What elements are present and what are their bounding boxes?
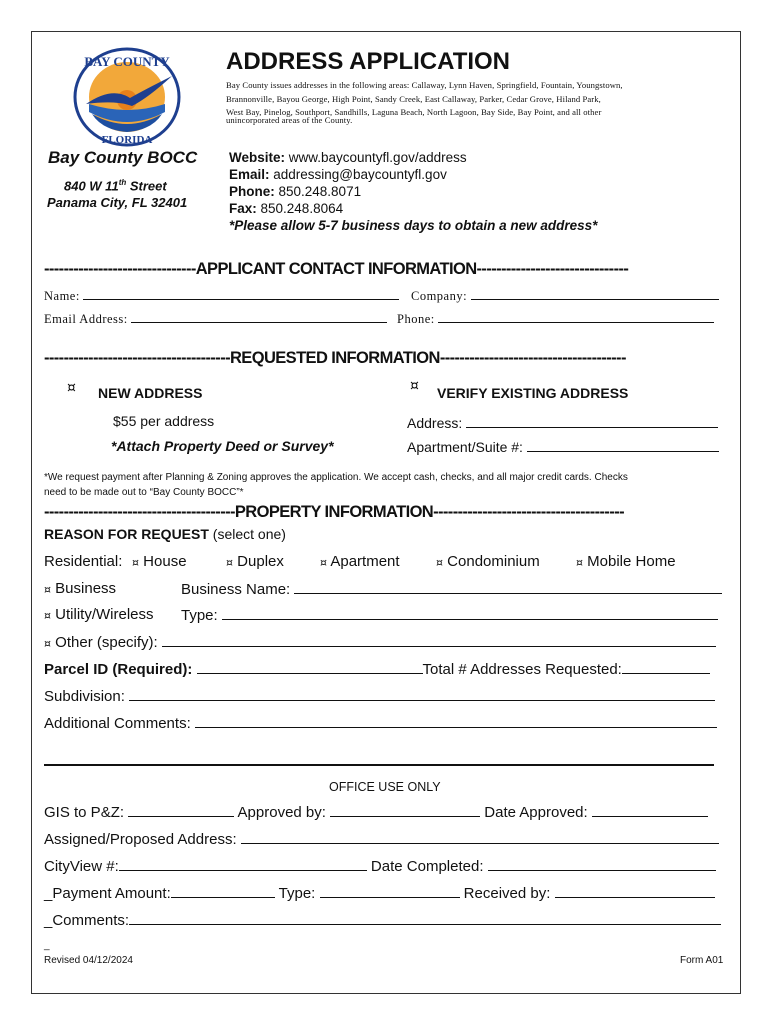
approved-by-field[interactable]	[330, 803, 480, 817]
new-address-price: $55 per address	[113, 413, 215, 429]
gis-to-pz-field[interactable]	[128, 803, 234, 817]
fax-number: 850.248.8064	[256, 201, 344, 216]
duplex-option[interactable]	[226, 553, 284, 570]
utility-option[interactable]	[44, 606, 154, 623]
street-suffix: th	[118, 178, 127, 187]
intro-line-3: West Bay, Pinelog, Southport, Sandhills, Laguna Beach, North Lagoon, Bay Side, Bay Point, and all other	[226, 107, 602, 117]
assigned-address-row	[44, 830, 719, 848]
office-name: Bay County BOCC	[48, 148, 198, 167]
additional-comments-line-2[interactable]	[44, 764, 714, 766]
email-line	[229, 167, 447, 182]
name-label: Name:	[44, 289, 84, 303]
other-field[interactable]	[162, 633, 716, 647]
other-option	[44, 633, 716, 651]
bay-county-seal-logo	[72, 46, 182, 148]
name-field[interactable]	[83, 286, 399, 300]
payment-note-line-2: need to be made out to “Bay County BOCC”*	[44, 487, 244, 498]
company-label: Company:	[411, 289, 471, 303]
applicant-company-row	[411, 286, 719, 304]
office-use-heading: OFFICE USE ONLY	[329, 780, 441, 794]
footer-underscore: _	[44, 940, 50, 951]
utility-label: Utility/Wireless	[55, 606, 154, 623]
house-label: House	[143, 553, 187, 570]
cityview-field[interactable]	[119, 857, 367, 871]
logo-text-bottom: FLORIDA	[101, 134, 153, 146]
verify-address-checkbox[interactable]: ¤	[410, 378, 419, 394]
mobile-home-label: Mobile Home	[587, 553, 676, 570]
approved-by-label: Approved by:	[234, 804, 331, 821]
website-line	[229, 150, 467, 165]
parcel-id-field[interactable]	[197, 660, 423, 674]
business-option[interactable]	[44, 580, 116, 597]
house-option[interactable]	[132, 553, 187, 570]
residential-label: Residential:	[44, 553, 123, 570]
date-approved-field[interactable]	[592, 803, 708, 817]
new-address-checkbox[interactable]: ¤	[67, 380, 76, 396]
applicant-email-row	[44, 309, 387, 327]
cityview-row	[44, 857, 716, 875]
email-label: Email:	[229, 167, 270, 182]
email-address-label: Email Address:	[44, 312, 132, 326]
additional-comments-field[interactable]	[195, 714, 717, 728]
parcel-id-label: Parcel ID (Required):	[44, 661, 197, 678]
apartment-label: Apartment	[330, 553, 400, 570]
gis-to-pz-label: GIS to P&Z:	[44, 804, 129, 821]
condominium-option[interactable]	[436, 553, 540, 570]
office-comments-label: _Comments:	[44, 912, 130, 929]
phone-field-label: Phone:	[397, 312, 439, 326]
utility-type-field[interactable]	[222, 606, 718, 620]
website-label: Website:	[229, 150, 286, 165]
payment-type-label: Type:	[274, 885, 320, 902]
payment-note-line-1: *We request payment after Planning & Zoning approves the application. We accept cash, checks, and all major credit cards. Checks	[44, 472, 628, 483]
duplex-checkbox[interactable]: ¤	[226, 556, 233, 569]
business-checkbox[interactable]: ¤	[44, 583, 51, 596]
apartment-suite-label: Apartment/Suite #:	[407, 439, 527, 455]
total-addresses-label: Total # Addresses Requested:	[422, 661, 622, 678]
office-street	[64, 178, 167, 193]
house-checkbox[interactable]: ¤	[132, 556, 139, 569]
mobile-home-checkbox[interactable]: ¤	[576, 556, 583, 569]
condominium-label: Condominium	[447, 553, 540, 570]
additional-comments-row	[44, 714, 717, 732]
new-address-attach-note: *Attach Property Deed or Survey*	[111, 438, 334, 454]
business-name-label: Business Name:	[181, 581, 295, 598]
utility-type-label: Type:	[181, 607, 222, 624]
phone-label: Phone:	[229, 184, 275, 199]
revised-date: Revised 04/12/2024	[44, 955, 133, 966]
utility-checkbox[interactable]: ¤	[44, 609, 51, 622]
street-name: Street	[126, 178, 167, 194]
page-title: ADDRESS APPLICATION	[226, 48, 511, 75]
received-by-label: Received by:	[459, 885, 555, 902]
email-link[interactable]: addressing@baycountyfl.gov	[269, 167, 447, 182]
payment-amount-label: _Payment Amount:	[44, 885, 171, 902]
apartment-option[interactable]	[320, 553, 400, 570]
additional-comments-label: Additional Comments:	[44, 715, 195, 732]
verify-address-field[interactable]	[466, 414, 718, 428]
date-completed-field[interactable]	[488, 857, 716, 871]
reason-hint: (select one)	[208, 526, 286, 542]
mobile-home-option[interactable]	[576, 553, 676, 570]
fax-line	[229, 201, 343, 216]
business-label: Business	[55, 580, 117, 597]
gis-row	[44, 803, 708, 821]
website-link[interactable]: www.baycountyfl.gov/address	[285, 150, 467, 165]
processing-notice: *Please allow 5-7 business days to obtain a new address*	[229, 218, 598, 233]
utility-type-row	[181, 606, 718, 624]
requested-section-heading: --------------------------------------REQUESTED INFORMATION--------------------------------------	[44, 349, 626, 367]
duplex-label: Duplex	[237, 553, 284, 570]
applicant-name-row	[44, 286, 399, 304]
total-addresses-field[interactable]	[622, 660, 710, 674]
office-comments-field[interactable]	[129, 911, 721, 925]
reason-for-request	[44, 526, 286, 542]
intro-line-4: unincorporated areas of the County.	[226, 115, 353, 125]
verify-address-row	[407, 414, 718, 431]
apartment-suite-row	[407, 438, 719, 455]
company-field[interactable]	[471, 286, 719, 300]
subdivision-row	[44, 687, 715, 705]
phone-number: 850.248.8071	[274, 184, 362, 199]
cityview-label: CityView #:	[44, 858, 119, 875]
condominium-checkbox[interactable]: ¤	[436, 556, 443, 569]
assigned-address-label: Assigned/Proposed Address:	[44, 831, 241, 848]
business-name-row	[181, 580, 722, 598]
received-by-field[interactable]	[555, 884, 715, 898]
date-completed-label: Date Completed:	[366, 858, 488, 875]
fax-label: Fax:	[229, 201, 257, 216]
payment-row	[44, 884, 715, 902]
subdivision-label: Subdivision:	[44, 688, 130, 705]
applicant-section-heading: -------------------------------APPLICANT CONTACT INFORMATION-------------------------------	[44, 260, 629, 278]
parcel-row	[44, 660, 710, 678]
logo-text-top: BAY COUNTY	[84, 54, 170, 69]
payment-amount-field[interactable]	[171, 884, 275, 898]
phone-line	[229, 184, 361, 199]
phone-field[interactable]	[438, 309, 714, 323]
verify-address-label: VERIFY EXISTING ADDRESS	[437, 385, 629, 401]
verify-address-field-label: Address:	[407, 415, 467, 431]
other-label: Other (specify):	[55, 634, 162, 651]
apartment-checkbox[interactable]: ¤	[320, 556, 327, 569]
applicant-phone-row	[397, 309, 714, 327]
apartment-suite-field[interactable]	[527, 438, 719, 452]
office-city: Panama City, FL 32401	[47, 195, 188, 210]
intro-line-1: Bay County issues addresses in the following areas: Callaway, Lynn Haven, Springfield, Fountain, Youngstown,	[226, 80, 623, 90]
office-comments-row	[44, 911, 721, 929]
email-address-field[interactable]	[131, 309, 387, 323]
subdivision-field[interactable]	[129, 687, 715, 701]
intro-line-2: Brannonville, Bayou George, High Point, Sandy Creek, East Callaway, Parker, Cedar Grove, Hiland Park,	[226, 94, 601, 104]
date-approved-label: Date Approved:	[480, 804, 592, 821]
property-section-heading: ---------------------------------------PROPERTY INFORMATION---------------------------------------	[44, 503, 625, 521]
business-name-field[interactable]	[294, 580, 722, 594]
form-number: Form A01	[680, 955, 724, 966]
new-address-label: NEW ADDRESS	[98, 385, 203, 401]
street-number: 840 W 11	[64, 178, 119, 194]
other-checkbox[interactable]: ¤	[44, 637, 51, 650]
assigned-address-field[interactable]	[241, 830, 719, 844]
payment-type-field[interactable]	[320, 884, 460, 898]
reason-label: REASON FOR REQUEST	[44, 526, 209, 542]
